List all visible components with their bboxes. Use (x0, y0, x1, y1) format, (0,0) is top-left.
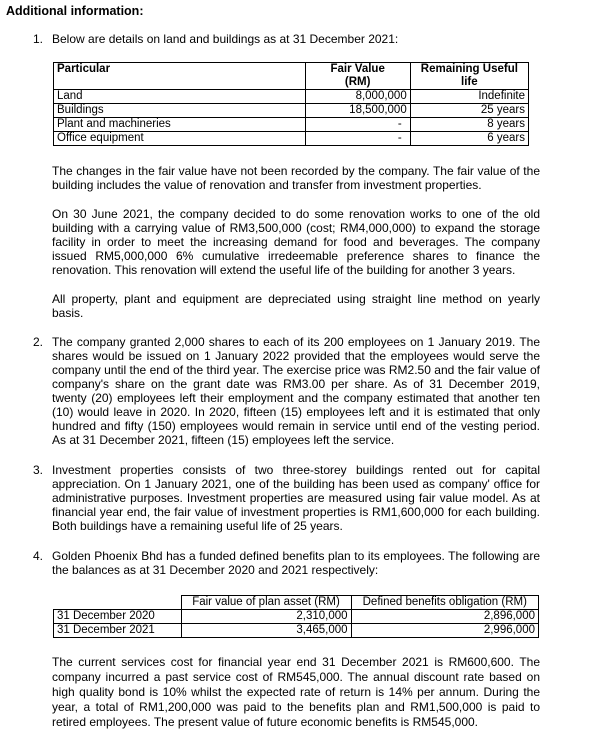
cell-obligation: 2,996,000 (351, 624, 538, 638)
cell-plan-asset: 2,310,000 (181, 610, 351, 624)
header-remaining-life (410, 63, 528, 90)
land-buildings-table (53, 62, 529, 146)
item-4-text: Golden Phoenix Bhd has a funded defined benefits plan to its employees. The following are the balances as at 31 December 2020 and 2021 respectively: (52, 549, 540, 577)
cell-fair-value: 18,500,000 (305, 104, 410, 118)
table-row (54, 132, 529, 146)
table-row (54, 118, 529, 132)
header-life-line1: Remaining Useful (420, 63, 518, 75)
header-fair-value (305, 63, 410, 90)
header-benefit-obligation: Defined benefits obligation (RM) (351, 596, 538, 610)
cell-particular: Buildings (54, 104, 306, 118)
cell-plan-asset: 3,465,000 (181, 624, 351, 638)
cell-date: 31 December 2021 (54, 624, 182, 638)
cell-particular: Plant and machineries (54, 118, 306, 132)
header-particular: Particular (54, 63, 306, 90)
cell-date: 31 December 2020 (54, 610, 182, 624)
item-1-paragraph: The changes in the fair value have not been recorded by the company. The fair value of the building includes the value of renovation and transfer from investment properties. (52, 164, 540, 192)
table-row (54, 610, 539, 624)
cell-life: 25 years (410, 104, 528, 118)
table-header-row (54, 596, 539, 610)
header-blank (54, 596, 182, 610)
header-fair-value-line2: (RM) (344, 76, 371, 88)
cell-particular: Land (54, 90, 306, 104)
item-3-text: Investment properties consists of two three-storey buildings rented out for capital appreciation. On 1 January 2021, one of the building has been used as company' office for administrative purposes. Investment properties are measured using fair value model. As at financial year end, the fair value of investment properties is RM1,600,000 for each building. Both buildings have a remaining useful life of 25 years. (52, 463, 540, 533)
defined-benefits-table (53, 595, 539, 638)
table-row (54, 104, 529, 118)
item-1-paragraph: On 30 June 2021, the company decided to do some renovation works to one of the old building with a carrying value of RM3,500,000 (cost; RM4,000,000) to expand the storage facility in order to meet the increasing demand for food and beverages. The company issued RM5,000,000 6% cumulative irredeemable preference shares to finance the renovation. This renovation will extend the useful life of the building for another 3 years. (52, 207, 540, 277)
item-4-number: 4. (33, 549, 44, 563)
item-1-paragraph: All property, plant and equipment are depreciated using straight line method on yearly basis. (52, 292, 540, 320)
item-1-number: 1. (33, 32, 44, 46)
cell-life: Indefinite (410, 90, 528, 104)
cell-life: 6 years (410, 132, 528, 146)
header-plan-asset: Fair value of plan asset (RM) (181, 596, 351, 610)
cell-fair-value: - (305, 132, 410, 146)
table-row (54, 624, 539, 638)
cell-fair-value: 8,000,000 (305, 90, 410, 104)
header-life-line2: life (461, 76, 478, 88)
table-row (54, 90, 529, 104)
item-2-text: The company granted 2,000 shares to each of its 200 employees on 1 January 2019. The shares would be issued on 1 January 2022 provided that the employees would serve the company until the end of the third year. The exercise price was RM2.50 and the fair value of company's share on the grant date was RM3.00 per share. As of 31 December 2019, twenty (20) employees left their employment and the company estimated that another ten (10) would leave in 2020. In 2020, fifteen (15) employees left and it is estimated that only hundred and fifty (150) employees would remain in service until end of the vesting period. As at 31 December 2021, fifteen (15) employees left the service. (52, 335, 540, 447)
header-fair-value-line1: Fair Value (330, 63, 385, 75)
section-heading: Additional information: (6, 4, 144, 18)
item-2-number: 2. (33, 335, 44, 349)
item-1-intro: Below are details on land and buildings as at 31 December 2021: (52, 32, 399, 46)
cell-obligation: 2,896,000 (351, 610, 538, 624)
table-header-row (54, 63, 529, 90)
item-4-after: The current services cost for financial year end 31 December 2021 is RM600,600. The company incurred a past service cost of RM545,000. The annual discount rate based on high quality bond is 10% whilst the expected rate of return is 14% per annum. During the year, a total of RM1,200,000 was paid to the benefits plan and RM1,500,000 is paid to retired employees. The present value of future economic benefits is RM545,000. (52, 655, 540, 729)
cell-life: 8 years (410, 118, 528, 132)
item-3-number: 3. (33, 463, 44, 477)
cell-particular: Office equipment (54, 132, 306, 146)
cell-fair-value: - (305, 118, 410, 132)
